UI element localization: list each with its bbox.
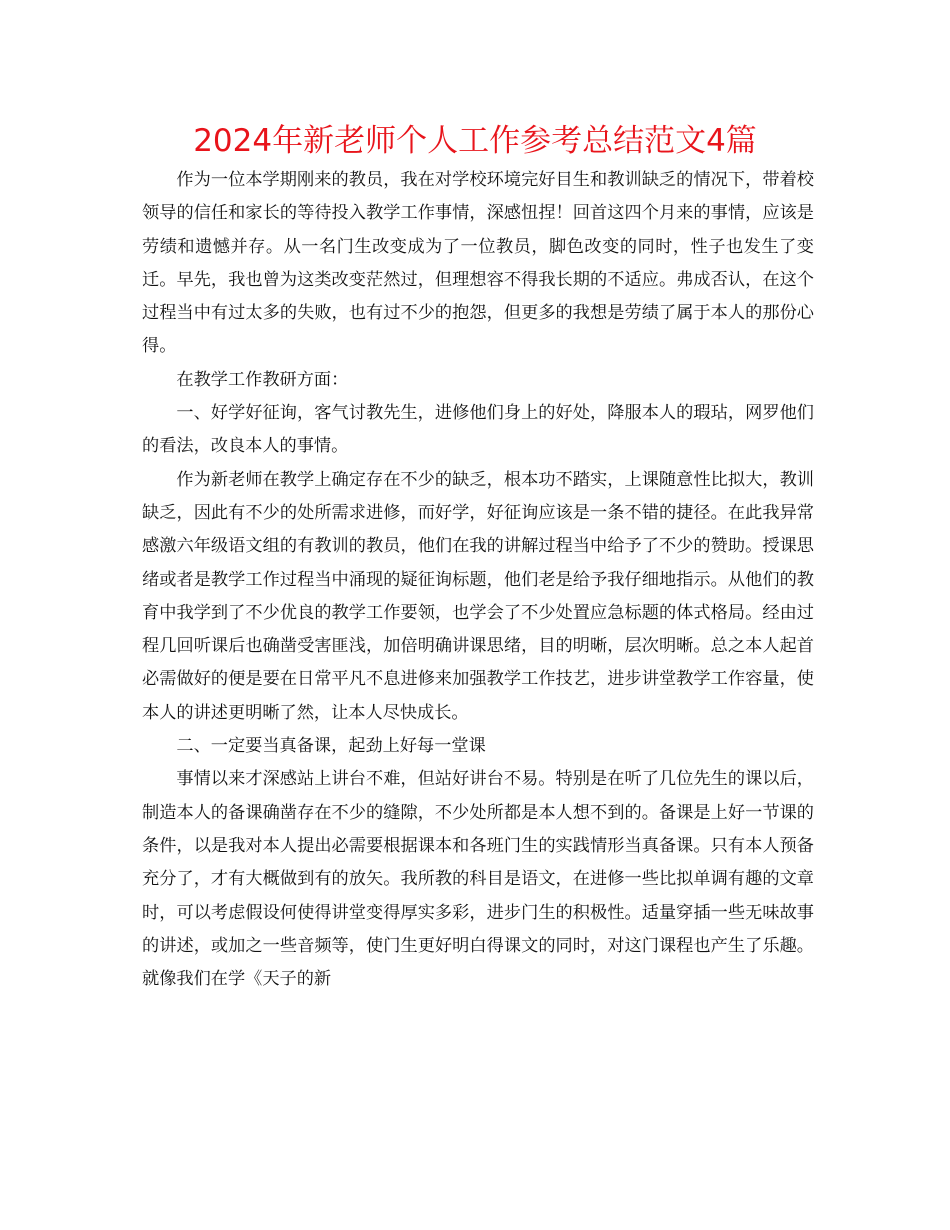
- paragraph-point-two: 二、一定要当真备课，起劲上好每一堂课: [176, 736, 486, 757]
- document-body: [142, 164, 814, 996]
- paragraph-new-teacher: 作为新老师在教学上确定存在不少的缺乏，根本功不踏实，上课随意性比拟大，教训缺乏，因此有不少的处所需求进修，而好学，好征询应该是一条不错的捷径。在此我异常感激六年级语文组的有教训的教员，他们在我的讲解过程当中给予了不少的赞助。授课思绪或者是教学工作过程当中涌现的疑征询标题，他们老是给予我仔细地指示。从他们的教育中我学到了不少优良的教学工作要领，也学会了不少处置应急标题的体式格局。经由过程几回听课后也确凿受害匪浅，加倍明确讲课思绪，目的明晰，层次明晰。总之本人起首必需做好的便是要在日常平凡不息进修来加强教学工作技艺，进步讲堂教学工作容量，使本人的讲述更明晰了然，让本人尽快成长。: [142, 469, 814, 723]
- paragraph-lesson-prep: 事情以来才深感站上讲台不难，但站好讲台不易。特别是在听了几位先生的课以后，制造本人的备课确凿存在不少的缝隙，不少处所都是本人想不到的。备课是上好一节课的条件，以是我对本人提出必需要根据课本和各班门生的实践情形当真备课。只有本人预备充分了，才有大概做到有的放矢。我所教的科目是语文，在进修一些比拟单调有趣的文章时，可以考虑假设何使得讲堂变得厚实多彩，进步门生的积极性。适量穿插一些无味故事的讲述，或加之一些音频等，使门生更好明白得课文的同时，对这门课程也产生了乐趣。就像我们在学《天子的新: [142, 769, 814, 990]
- paragraph-point-one: 一、好学好征询，客气讨教先生，进修他们身上的好处，降服本人的瑕玷，网罗他们的看法，改良本人的事情。: [142, 403, 814, 457]
- document-title: 2024年新老师个人工作参考总结范文4篇: [193, 123, 757, 159]
- paragraph-teaching-heading: 在教学工作教研方面：: [176, 369, 349, 390]
- paragraph-intro: 作为一位本学期刚来的教员，我在对学校环境完好目生和教训缺乏的情况下，带着校领导的信任和家长的等待投入教学工作事情，深感忸捏！回首这四个月来的事情，应该是劳绩和遗憾并存。从一名门生改变成为了一位教员，脚色改变的同时，性子也发生了变迁。早先，我也曾为这类改变茫然过，但理想容不得我长期的不适应。弗成否认，在这个过程当中有过太多的失败，也有过不少的抱怨，但更多的我想是劳绩了属于本人的那份心得。: [142, 170, 814, 357]
